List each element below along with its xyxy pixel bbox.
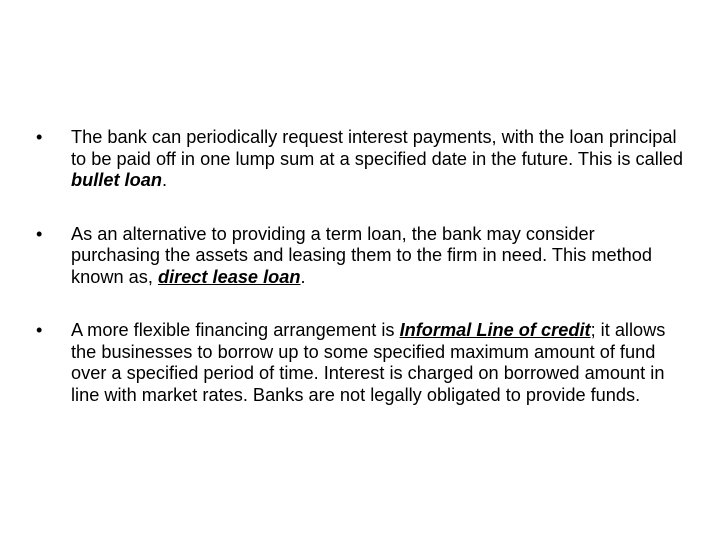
bullet-text-after: . xyxy=(161,170,167,190)
bullet-text-after: ; it allows the businesses to borrow up to some specified maximum amount of fund over a specified period of time. Interest is charged on borrowed amount in line with market rates. Banks are not legally obligated to provide funds. xyxy=(71,320,666,405)
bullet-dot-icon: • xyxy=(36,223,43,244)
bullet-dot-icon: • xyxy=(36,320,43,340)
bullet-text xyxy=(71,224,652,287)
bullet-text-after: . xyxy=(300,266,306,287)
bullet-text-before: The bank can periodically request interest payments, with the loan principal to be paid off in one lump sum at a specified date in the future. This is called xyxy=(71,127,684,169)
bullet-item-bullet-loan xyxy=(36,127,686,192)
bullet-text xyxy=(71,127,683,190)
bullet-emphasis-term: bullet loan xyxy=(71,170,162,190)
bullet-emphasis-term: Informal Line of credit xyxy=(399,320,591,340)
bullet-emphasis-term: direct lease loan xyxy=(157,266,301,287)
bullet-item-direct-lease-loan xyxy=(36,224,686,289)
bullet-item-informal-line-of-credit xyxy=(36,320,686,406)
bullet-dot-icon: • xyxy=(36,127,43,147)
bullet-text-before: A more flexible financing arrangement is xyxy=(71,320,400,340)
bullet-text-before: As an alternative to providing a term loan, the bank may consider purchasing the assets and leasing them to the firm in need. This method known as, xyxy=(71,223,652,287)
bullet-text xyxy=(71,320,665,405)
bullet-list xyxy=(36,127,686,438)
